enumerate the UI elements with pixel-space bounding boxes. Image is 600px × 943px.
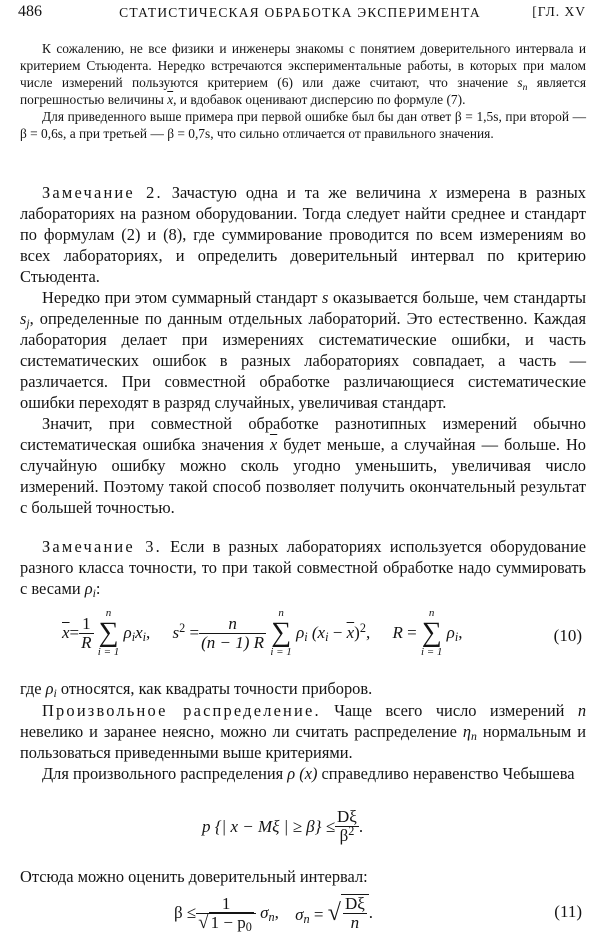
- remark-2-paragraph-1: Замечание 2. Зачастую одна и та же величина x измерена в разных лабораториях на разном оборудовании. Тогда следует найти среднее и стандарт по формулам (2) и (8), где суммирование проводится по всем измерениям во всех лабораториях, и определить доверительный интервал по критерию Стьюдента.: [20, 183, 586, 286]
- arbitrary-paragraph-3: Отсюда можно оценить доверительный интервал:: [20, 867, 368, 886]
- remark-3-block: [20, 536, 586, 599]
- remark-2-paragraph-2: Нередко при этом суммарный стандарт s оказывается больше, чем стандарты $s_j$, определенные по данным отдельных лабораторий. Это естественно. Каждая лаборатория делает при измерениях систематические ошибки, и часть систематических ошибок в разных лабораториях совпадает, а часть — различается. При совместной обработке различающиеся систематические ошибки переходят в разряд случайных, увеличивая стандарт.: [20, 288, 586, 412]
- chapter-label: [ГЛ. XV: [532, 4, 586, 19]
- arbitrary-paragraph-2: Для произвольного распределения ρ (x) справедливо неравенство Чебышева: [42, 764, 575, 783]
- remark-3-tail: [20, 678, 586, 699]
- running-title: СТАТИСТИЧЕСКАЯ ОБРАБОТКА ЭКСПЕРИМЕНТА: [119, 5, 481, 20]
- equation-10: [0, 606, 600, 670]
- arbitrary-paragraph-1: Произвольное распределение. Чаще всего число измерений n невелико и заранее неясно, можно ли считать распределение $\eta_n$ нормальным и пользоваться приведенными выше критериями.: [20, 701, 587, 762]
- arbitrary-tail: [20, 866, 586, 887]
- equation-10-number: (10): [553, 626, 582, 645]
- chebyshev-inequality: p {| x − Mξ | ≥ β} ≤ $\frac{D\xi}{\beta^2}$ .: [202, 807, 364, 845]
- remark-2-paragraph-3: Значит, при совместной обработке разнотипных измерений обычно систематическая ошибка значения $\overline{x}$ будет меньше, а случайная — больше. Но случайную ошибку можно сколь угодно уменьшить, увеличивая число измерений. Поэтому такой способ позволяет получить окончательный результат с большей точностью.: [20, 414, 586, 517]
- intro-paragraph-1: К сожалению, не все физики и инженеры знакомы с понятием доверительного интервала и критерием Стьюдента. Нередко встречаются экспериментальные работы, в которых при малом числе измерений пользуются критерием (6) или даже считают, что значение $s_n$ является погрешностью величины $\overline{x}$, и вдобавок оценивают дисперсию по формуле (7).: [20, 41, 586, 107]
- intro-block: [20, 40, 586, 142]
- page-number: 486: [18, 3, 42, 20]
- remark-2-block: [20, 182, 586, 518]
- equation-11-number: (11): [554, 902, 582, 921]
- equation-10-body: $\overline{x}=$ $\frac{1}{R}$ n ∑ i = 1 $\rho_ix_i$, $s^2$ = $\frac{n}{(n - 1) R}$ n ∑ i = 1 $\rho_i$ $(x_i - \overline{x})^2$, R = n ∑ i = 1 $\rho_i$,: [62, 607, 463, 658]
- arbitrary-heading: Произвольное распределение.: [42, 701, 321, 720]
- remark-3-heading: Замечание 3.: [42, 537, 162, 556]
- remark-3-paragraph-1: Замечание 3. Если в разных лабораториях используется оборудование разного класса точности, то при такой совместной обработке надо суммировать с весами $\rho_i$:: [20, 537, 586, 600]
- equation-11-body: β ≤ $\frac{1}{√ 1 - p_0}$ $\sigma_n$, $\sigma_n$ = √ $\frac{D\xi}{n}$ .: [174, 893, 374, 934]
- remark-3-paragraph-2: где $\rho_i$ относятся, как квадраты точности приборов.: [20, 679, 373, 700]
- remark-2-heading: Замечание 2.: [42, 183, 163, 202]
- intro-paragraph-2: Для приведенного выше примера при первой ошибке был бы дан ответ β = 1,5s, при второй — β = 0,6s, а при третьей — β = 0,7s, что сильно отличается от правильного значения.: [20, 109, 586, 141]
- equation-11: [0, 894, 600, 940]
- arbitrary-distribution-block: [20, 700, 586, 784]
- running-header: [0, 0, 600, 34]
